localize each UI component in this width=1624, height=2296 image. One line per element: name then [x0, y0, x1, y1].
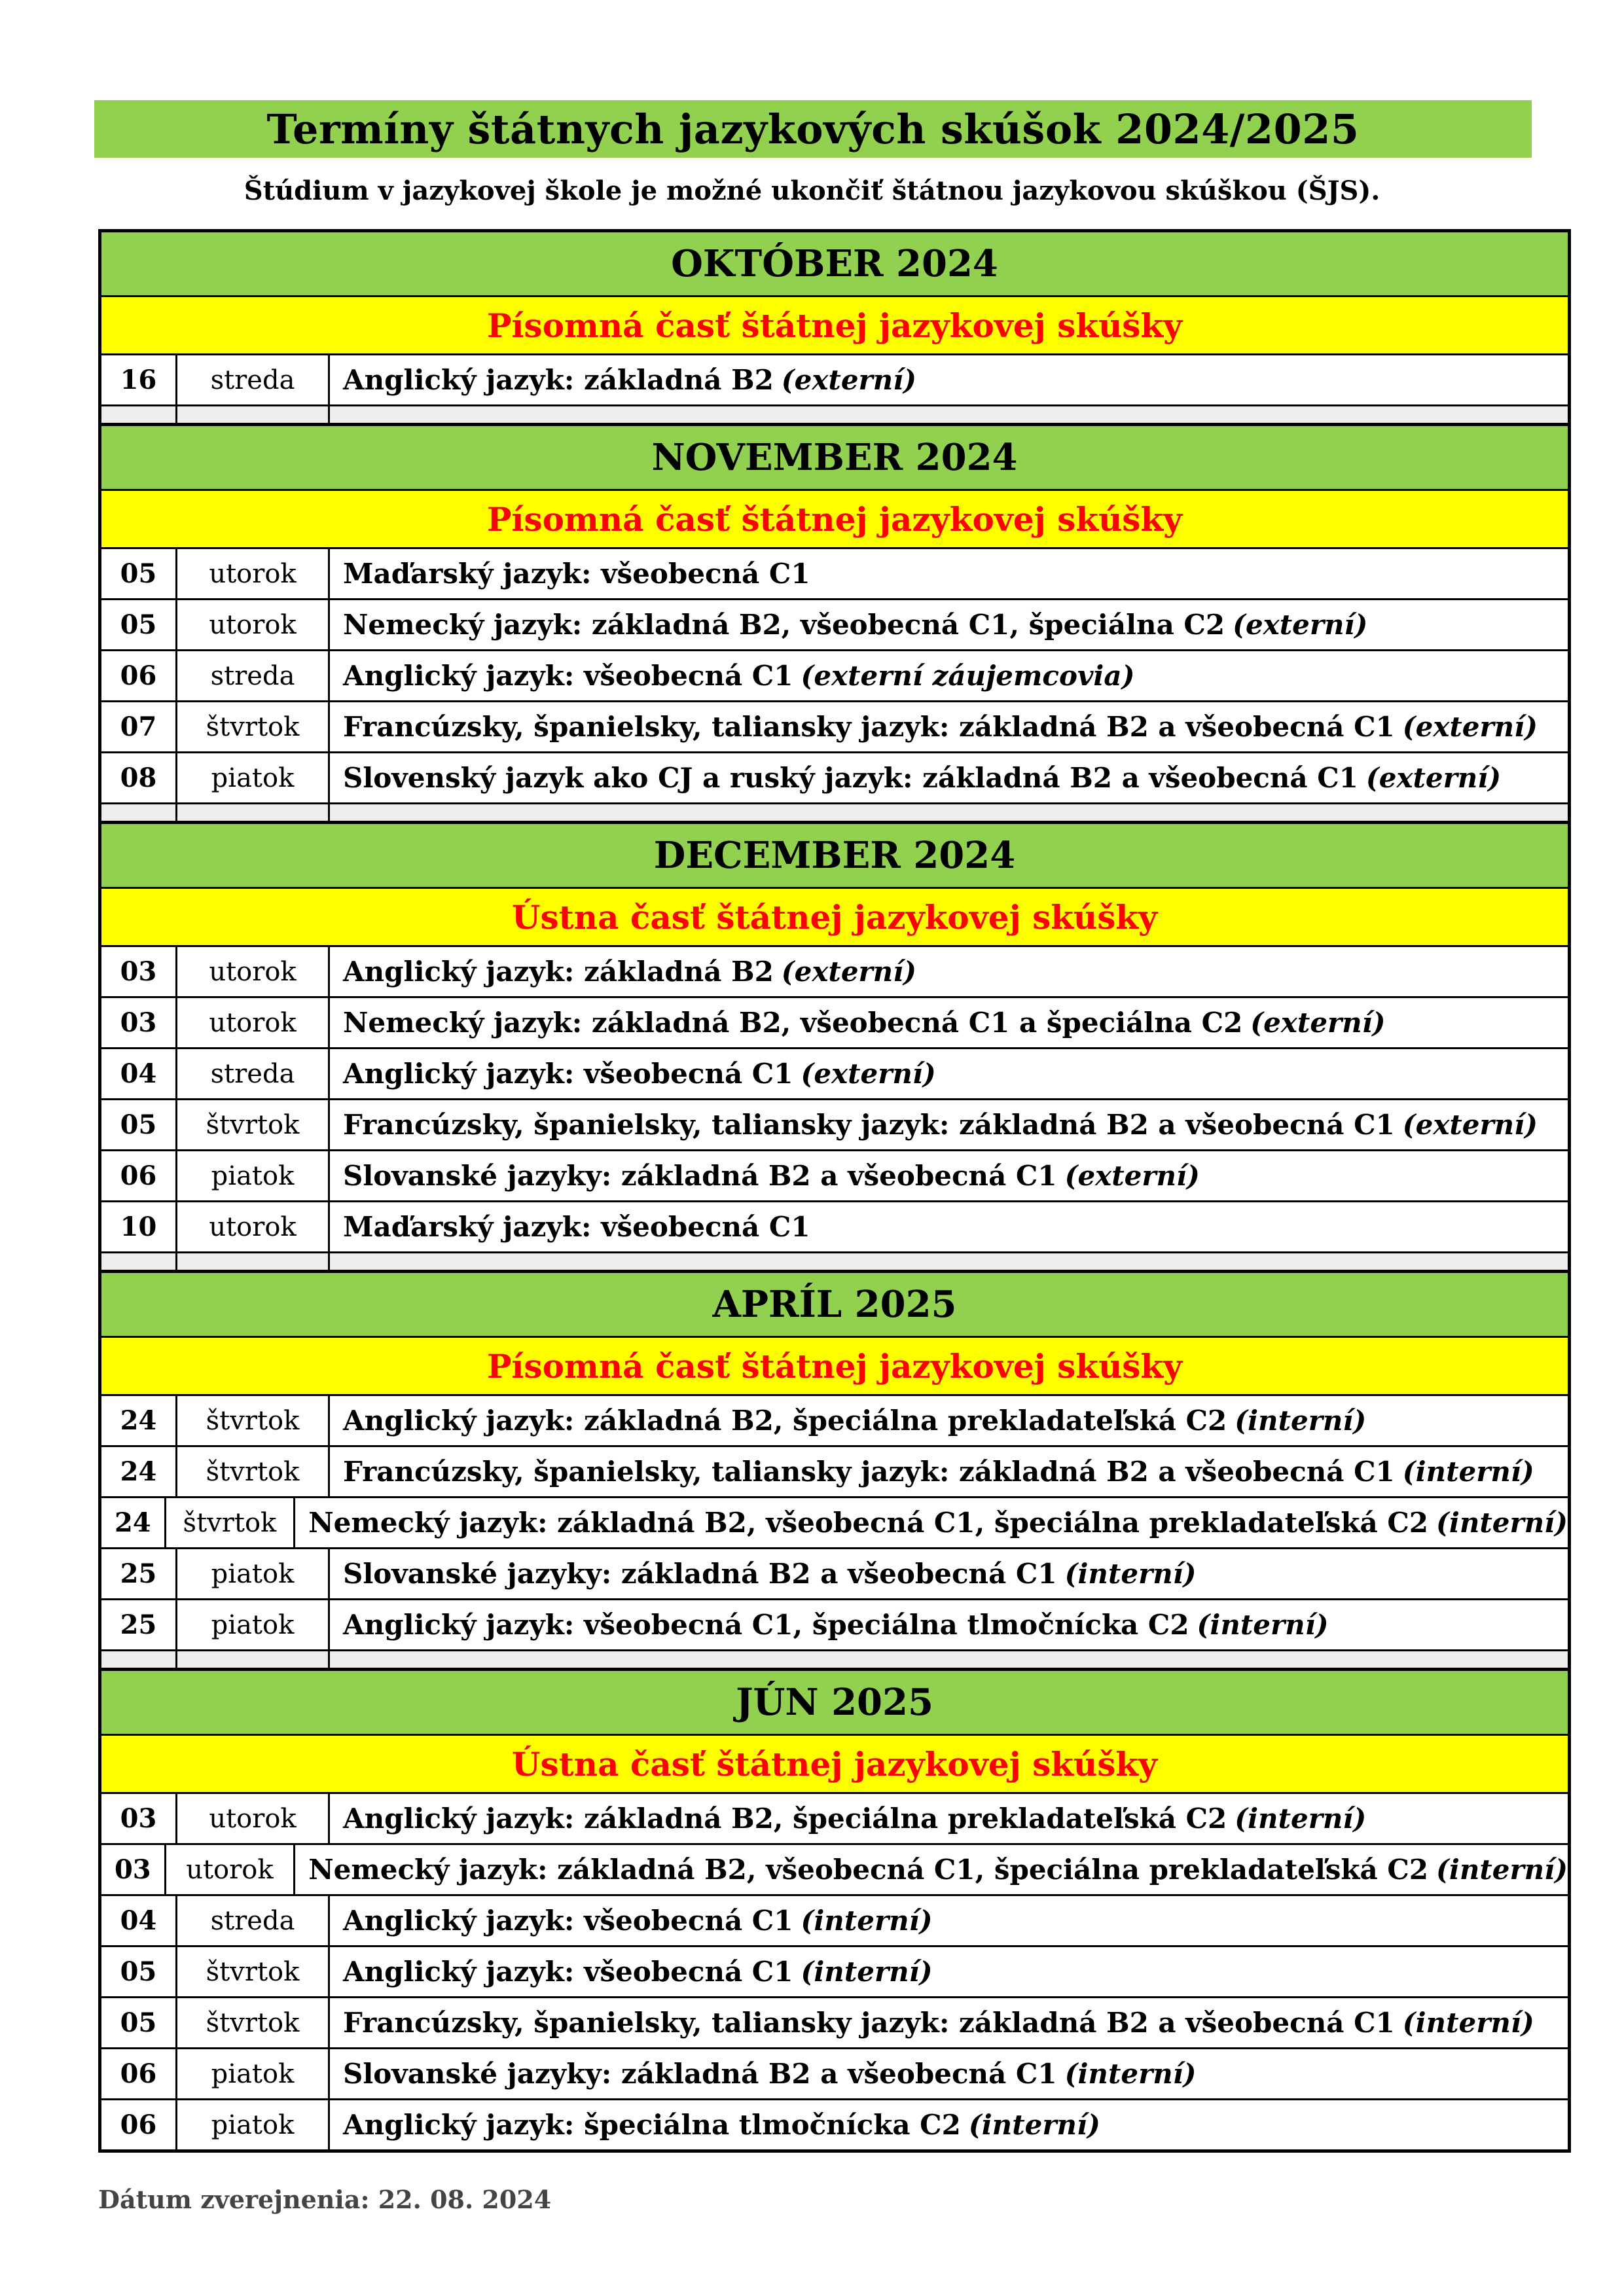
table-row	[101, 651, 1568, 702]
exam-description: Francúzsky, španielsky, taliansky jazyk: základná B2 a všeobecná C1	[343, 1109, 1395, 1141]
exam-description: Maďarský jazyk: všeobecná C1	[343, 558, 810, 590]
section-spacer	[101, 1253, 1568, 1273]
exam-description: Francúzsky, španielsky, taliansky jazyk: základná B2 a všeobecná C1	[343, 711, 1395, 743]
table-row	[101, 947, 1568, 998]
exam-description: Slovanské jazyky: základná B2 a všeobecná C1	[343, 1558, 1057, 1590]
table-row	[101, 1845, 1568, 1896]
candidate-type-note: (externí)	[1365, 762, 1502, 794]
weekday-cell: piatok	[177, 2049, 330, 2098]
day-cell: 25	[101, 1549, 177, 1598]
table-row	[101, 1202, 1568, 1253]
day-cell: 06	[101, 1151, 177, 1200]
exam-description: Nemecký jazyk: základná B2, všeobecná C1 a špeciálna C2	[343, 1007, 1243, 1039]
table-row	[101, 702, 1568, 753]
exam-description: Anglický jazyk: všeobecná C1	[343, 660, 793, 692]
weekday-cell: streda	[177, 355, 330, 404]
table-row	[101, 1447, 1568, 1498]
candidate-type-note: (externí)	[1402, 1109, 1538, 1141]
weekday-cell: piatok	[177, 2100, 330, 2149]
exam-schedule-table	[98, 229, 1571, 2153]
day-cell: 03	[101, 1845, 166, 1894]
weekday-cell: utorok	[177, 1202, 330, 1251]
candidate-type-note: (externí záujemcovia)	[801, 660, 1135, 692]
table-row	[101, 1600, 1568, 1651]
exam-description: Slovanské jazyky: základná B2 a všeobecná C1	[343, 2058, 1057, 2090]
spacer-cell	[177, 804, 330, 821]
exam-description-cell	[330, 753, 1568, 802]
day-cell: 25	[101, 1600, 177, 1649]
candidate-type-note: (interní)	[1197, 1609, 1329, 1641]
weekday-cell: štvrtok	[177, 1100, 330, 1149]
candidate-type-note: (externí)	[801, 1058, 936, 1090]
candidate-type-note: (externí)	[781, 364, 917, 396]
exam-part-header: Ústna časť štátnej jazykovej skúšky	[101, 1736, 1568, 1794]
exam-description: Anglický jazyk: všeobecná C1	[343, 1956, 793, 1988]
day-cell: 04	[101, 1049, 177, 1098]
candidate-type-note: (interní)	[1436, 1507, 1568, 1539]
candidate-type-note: (interní)	[1064, 2058, 1197, 2090]
exam-description-cell	[330, 947, 1568, 996]
exam-description-cell	[330, 1794, 1568, 1843]
exam-description-cell	[330, 1202, 1568, 1251]
table-row	[101, 1498, 1568, 1549]
exam-description: Anglický jazyk: základná B2	[343, 956, 774, 988]
day-cell: 05	[101, 1947, 177, 1996]
day-cell: 24	[101, 1498, 166, 1547]
spacer-cell	[101, 1651, 177, 1668]
exam-description-cell	[330, 998, 1568, 1047]
candidate-type-note: (interní)	[1064, 1558, 1197, 1590]
day-cell: 03	[101, 1794, 177, 1843]
weekday-cell: piatok	[177, 1600, 330, 1649]
title-banner	[94, 100, 1532, 158]
candidate-type-note: (externí)	[1402, 711, 1538, 743]
exam-description-cell	[330, 355, 1568, 404]
exam-description: Anglický jazyk: špeciálna tlmočnícka C2	[343, 2109, 961, 2141]
day-cell: 16	[101, 355, 177, 404]
weekday-cell: štvrtok	[177, 1998, 330, 2047]
table-row	[101, 1396, 1568, 1447]
exam-description: Anglický jazyk: základná B2	[343, 364, 774, 396]
section-spacer	[101, 1651, 1568, 1671]
exam-description: Nemecký jazyk: základná B2, všeobecná C1, špeciálna prekladateľská C2	[308, 1507, 1429, 1539]
table-row	[101, 549, 1568, 600]
exam-description-cell	[330, 1549, 1568, 1598]
spacer-cell	[101, 1253, 177, 1270]
candidate-type-note: (interní)	[1235, 1405, 1367, 1437]
exam-description-cell	[330, 702, 1568, 751]
day-cell: 24	[101, 1447, 177, 1496]
table-row	[101, 1549, 1568, 1600]
month-header: NOVEMBER 2024	[101, 426, 1568, 491]
day-cell: 04	[101, 1896, 177, 1945]
table-row	[101, 2049, 1568, 2100]
candidate-type-note: (interní)	[1436, 1854, 1568, 1886]
exam-part-header: Písomná časť štátnej jazykovej skúšky	[101, 491, 1568, 549]
weekday-cell: piatok	[177, 1151, 330, 1200]
table-row	[101, 2100, 1568, 2149]
candidate-type-note: (interní)	[801, 1956, 933, 1988]
exam-description-cell	[330, 1151, 1568, 1200]
exam-description-cell	[330, 2049, 1568, 2098]
day-cell: 05	[101, 1100, 177, 1149]
page-title: Termíny štátnych jazykových skúšok 2024/2025	[266, 105, 1360, 153]
day-cell: 06	[101, 2100, 177, 2149]
exam-description: Anglický jazyk: všeobecná C1, špeciálna tlmočnícka C2	[343, 1609, 1189, 1641]
exam-part-header: Ústna časť štátnej jazykovej skúšky	[101, 889, 1568, 947]
exam-description: Nemecký jazyk: základná B2, všeobecná C1, špeciálna C2	[343, 609, 1225, 641]
exam-description: Anglický jazyk: všeobecná C1	[343, 1905, 793, 1937]
weekday-cell: utorok	[177, 549, 330, 598]
table-row	[101, 600, 1568, 651]
weekday-cell: utorok	[177, 600, 330, 649]
day-cell: 06	[101, 2049, 177, 2098]
exam-description-cell	[330, 1049, 1568, 1098]
exam-description: Slovanské jazyky: základná B2 a všeobecná C1	[343, 1160, 1057, 1192]
exam-description-cell	[330, 1998, 1568, 2047]
candidate-type-note: (externí)	[781, 956, 917, 988]
table-row	[101, 1100, 1568, 1151]
exam-description: Anglický jazyk: základná B2, špeciálna prekladateľská C2	[343, 1803, 1227, 1835]
table-row	[101, 355, 1568, 406]
exam-description-cell	[330, 1100, 1568, 1149]
exam-description-cell	[330, 2100, 1568, 2149]
day-cell: 03	[101, 947, 177, 996]
month-header: APRÍL 2025	[101, 1273, 1568, 1338]
candidate-type-note: (interní)	[1402, 2007, 1534, 2039]
exam-description: Francúzsky, španielsky, taliansky jazyk: základná B2 a všeobecná C1	[343, 2007, 1395, 2039]
exam-description-cell	[330, 549, 1568, 598]
table-row	[101, 753, 1568, 804]
weekday-cell: utorok	[177, 1794, 330, 1843]
weekday-cell: utorok	[177, 998, 330, 1047]
weekday-cell: streda	[177, 1896, 330, 1945]
day-cell: 24	[101, 1396, 177, 1445]
candidate-type-note: (externí)	[1064, 1160, 1200, 1192]
exam-description-cell	[295, 1845, 1568, 1894]
candidate-type-note: (externí)	[1233, 609, 1368, 641]
exam-description: Slovenský jazyk ako CJ a ruský jazyk: základná B2 a všeobecná C1	[343, 762, 1358, 794]
weekday-cell: piatok	[177, 753, 330, 802]
exam-description: Anglický jazyk: všeobecná C1	[343, 1058, 793, 1090]
candidate-type-note: (interní)	[1235, 1803, 1367, 1835]
exam-description: Nemecký jazyk: základná B2, všeobecná C1, špeciálna prekladateľská C2	[308, 1854, 1429, 1886]
weekday-cell: štvrtok	[177, 702, 330, 751]
candidate-type-note: (interní)	[968, 2109, 1100, 2141]
exam-description-cell	[330, 1947, 1568, 1996]
day-cell: 06	[101, 651, 177, 700]
weekday-cell: štvrtok	[177, 1396, 330, 1445]
exam-description: Anglický jazyk: základná B2, špeciálna prekladateľská C2	[343, 1405, 1227, 1437]
month-header: JÚN 2025	[101, 1671, 1568, 1736]
exam-description-cell	[295, 1498, 1568, 1547]
exam-description: Maďarský jazyk: všeobecná C1	[343, 1211, 810, 1243]
exam-description-cell	[330, 1600, 1568, 1649]
exam-description-cell	[330, 651, 1568, 700]
weekday-cell: utorok	[177, 947, 330, 996]
table-row	[101, 1998, 1568, 2049]
exam-description-cell	[330, 1447, 1568, 1496]
spacer-cell	[101, 804, 177, 821]
table-row	[101, 998, 1568, 1049]
table-row	[101, 1947, 1568, 1998]
candidate-type-note: (interní)	[1402, 1456, 1534, 1488]
exam-description-cell	[330, 600, 1568, 649]
candidate-type-note: (externí)	[1250, 1007, 1386, 1039]
exam-description: Francúzsky, španielsky, taliansky jazyk: základná B2 a všeobecná C1	[343, 1456, 1395, 1488]
spacer-cell	[177, 406, 330, 423]
weekday-cell: štvrtok	[166, 1498, 296, 1547]
section-spacer	[101, 804, 1568, 824]
day-cell: 05	[101, 1998, 177, 2047]
weekday-cell: utorok	[166, 1845, 296, 1894]
exam-part-header: Písomná časť štátnej jazykovej skúšky	[101, 297, 1568, 355]
page-subtitle: Štúdium v jazykovej škole je možné ukončiť štátnou jazykovou skúškou (ŠJS).	[244, 175, 1380, 206]
table-row	[101, 1896, 1568, 1947]
spacer-cell	[101, 406, 177, 423]
spacer-cell	[177, 1651, 330, 1668]
day-cell: 08	[101, 753, 177, 802]
day-cell: 05	[101, 600, 177, 649]
spacer-cell	[177, 1253, 330, 1270]
day-cell: 07	[101, 702, 177, 751]
table-row	[101, 1794, 1568, 1845]
weekday-cell: streda	[177, 651, 330, 700]
weekday-cell: piatok	[177, 1549, 330, 1598]
weekday-cell: streda	[177, 1049, 330, 1098]
day-cell: 05	[101, 549, 177, 598]
exam-part-header: Písomná časť štátnej jazykovej skúšky	[101, 1338, 1568, 1396]
day-cell: 10	[101, 1202, 177, 1251]
candidate-type-note: (interní)	[801, 1905, 933, 1937]
month-header: OKTÓBER 2024	[101, 232, 1568, 297]
section-spacer	[101, 406, 1568, 426]
exam-description-cell	[330, 1896, 1568, 1945]
publication-date: Dátum zverejnenia: 22. 08. 2024	[98, 2185, 552, 2214]
weekday-cell: štvrtok	[177, 1447, 330, 1496]
weekday-cell: štvrtok	[177, 1947, 330, 1996]
exam-description-cell	[330, 1396, 1568, 1445]
day-cell: 03	[101, 998, 177, 1047]
table-row	[101, 1049, 1568, 1100]
month-header: DECEMBER 2024	[101, 824, 1568, 889]
table-row	[101, 1151, 1568, 1202]
